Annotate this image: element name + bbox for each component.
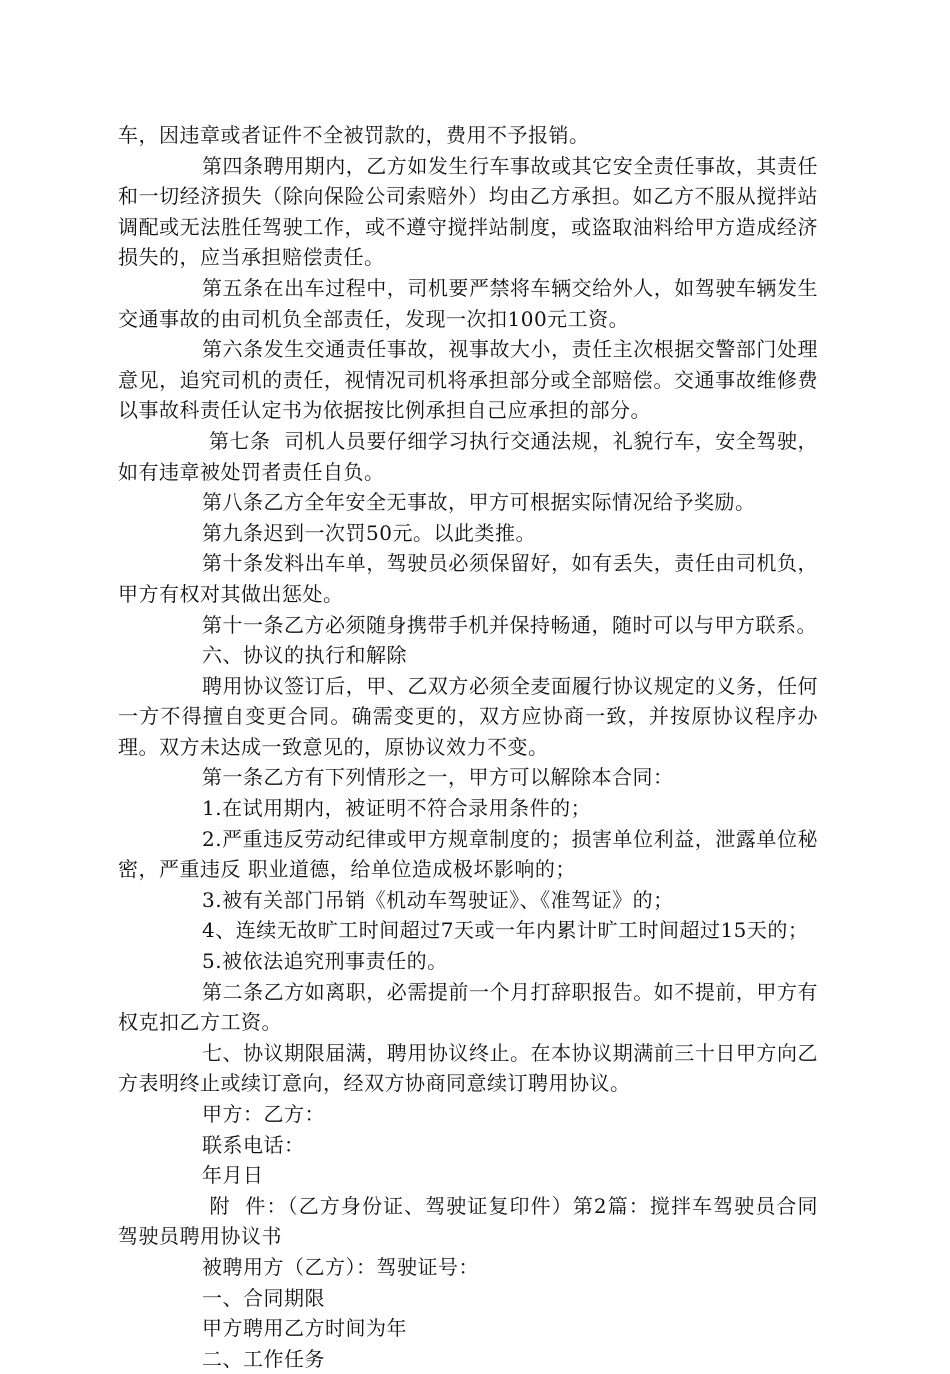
- paragraph: 第九条迟到一次罚50元。以此类推。: [202, 520, 536, 545]
- contact-phone-line: 联系电话：: [202, 1132, 305, 1157]
- paragraph: 被聘用方（乙方）：驾驶证号：: [202, 1254, 479, 1279]
- section-heading: 六、协议的执行和解除: [202, 643, 407, 668]
- paragraph: 第一条乙方有下列情形之一，甲方可以解除本合同：: [202, 765, 674, 790]
- paragraph: 第五条在出车过程中，司机要严禁将车辆交给外人，如驾驶车辆发生交通事故的由司机负全部责任，发现一次扣100元工资。: [118, 275, 818, 331]
- signature-line: 甲方：乙方：: [202, 1102, 325, 1126]
- paragraph: 第二条乙方如离职，必需提前一个月打辞职报告。如不提前，甲方有权克扣乙方工资。: [118, 979, 818, 1035]
- attachment-line: 附 件：（乙方身份证、驾驶证复印件）第2篇：搅拌车驾驶员合同驾驶员聘用协议书: [118, 1193, 818, 1249]
- list-item: 4、连续无故旷工时间超过7天或一年内累计旷工时间超过15天的；: [202, 918, 809, 943]
- paragraph: 聘用协议签订后，甲、乙双方必须全麦面履行协议规定的义务，任何一方不得擅自变更合同。确需变更的，双方应协商一致，并按原协议程序办理。双方未达成一致意见的，原协议效力不变。: [118, 673, 818, 759]
- paragraph: 第七条 司机人员要仔细学习执行交通法规，礼貌行车，安全驾驶，如有违章被处罚者责任自负。: [118, 428, 818, 484]
- date-line: 年月日: [202, 1163, 264, 1188]
- paragraph: 第八条乙方全年安全无事故，甲方可根据实际情况给予奖励。: [202, 490, 756, 515]
- section-heading: 二、工作任务: [202, 1346, 325, 1371]
- document-page: [118, 120, 818, 1374]
- list-item: 2.严重违反劳动纪律或甲方规章制度的；损害单位利益，泄露单位秘密，严重违反 职业道德，给单位造成极坏影响的；: [118, 826, 818, 882]
- paragraph: 第十一条乙方必须随身携带手机并保持畅通，随时可以与甲方联系。: [202, 612, 817, 637]
- paragraph: 车，因违章或者证件不全被罚款的，费用不予报销。: [118, 123, 590, 147]
- paragraph: 第四条聘用期内，乙方如发生行车事故或其它安全责任事故，其责任和一切经济损失（除向保险公司索赔外）均由乙方承担。如乙方不服从搅拌站调配或无法胜任驾驶工作，或不遵守搅拌站制度，或盗取油料给甲方造成经济损失的，应当承担赔偿责任。: [118, 153, 818, 270]
- paragraph: 甲方聘用乙方时间为年: [202, 1316, 407, 1341]
- paragraph: 第六条发生交通责任事故，视事故大小，责任主次根据交警部门处理意见，追究司机的责任，视情况司机将承担部分或全部赔偿。交通事故维修费以事故科责任认定书为依据按比例承担自己应承担的部分。: [118, 337, 818, 423]
- list-item: 1.在试用期内，被证明不符合录用条件的；: [202, 796, 592, 821]
- paragraph: 第十条发料出车单，驾驶员必须保留好，如有丢失，责任由司机负，甲方有权对其做出惩处。: [118, 551, 818, 606]
- section-heading: 七、协议期限届满，聘用协议终止。在本协议期满前三十日甲方向乙方表明终止或续订意向，经双方协商同意续订聘用协议。: [118, 1040, 818, 1096]
- section-heading: 一、合同期限: [202, 1285, 325, 1310]
- list-item: 3.被有关部门吊销《机动车驾驶证》、《准驾证》的；: [202, 887, 674, 912]
- list-item: 5.被依法追究刑事责任的。: [202, 949, 448, 974]
